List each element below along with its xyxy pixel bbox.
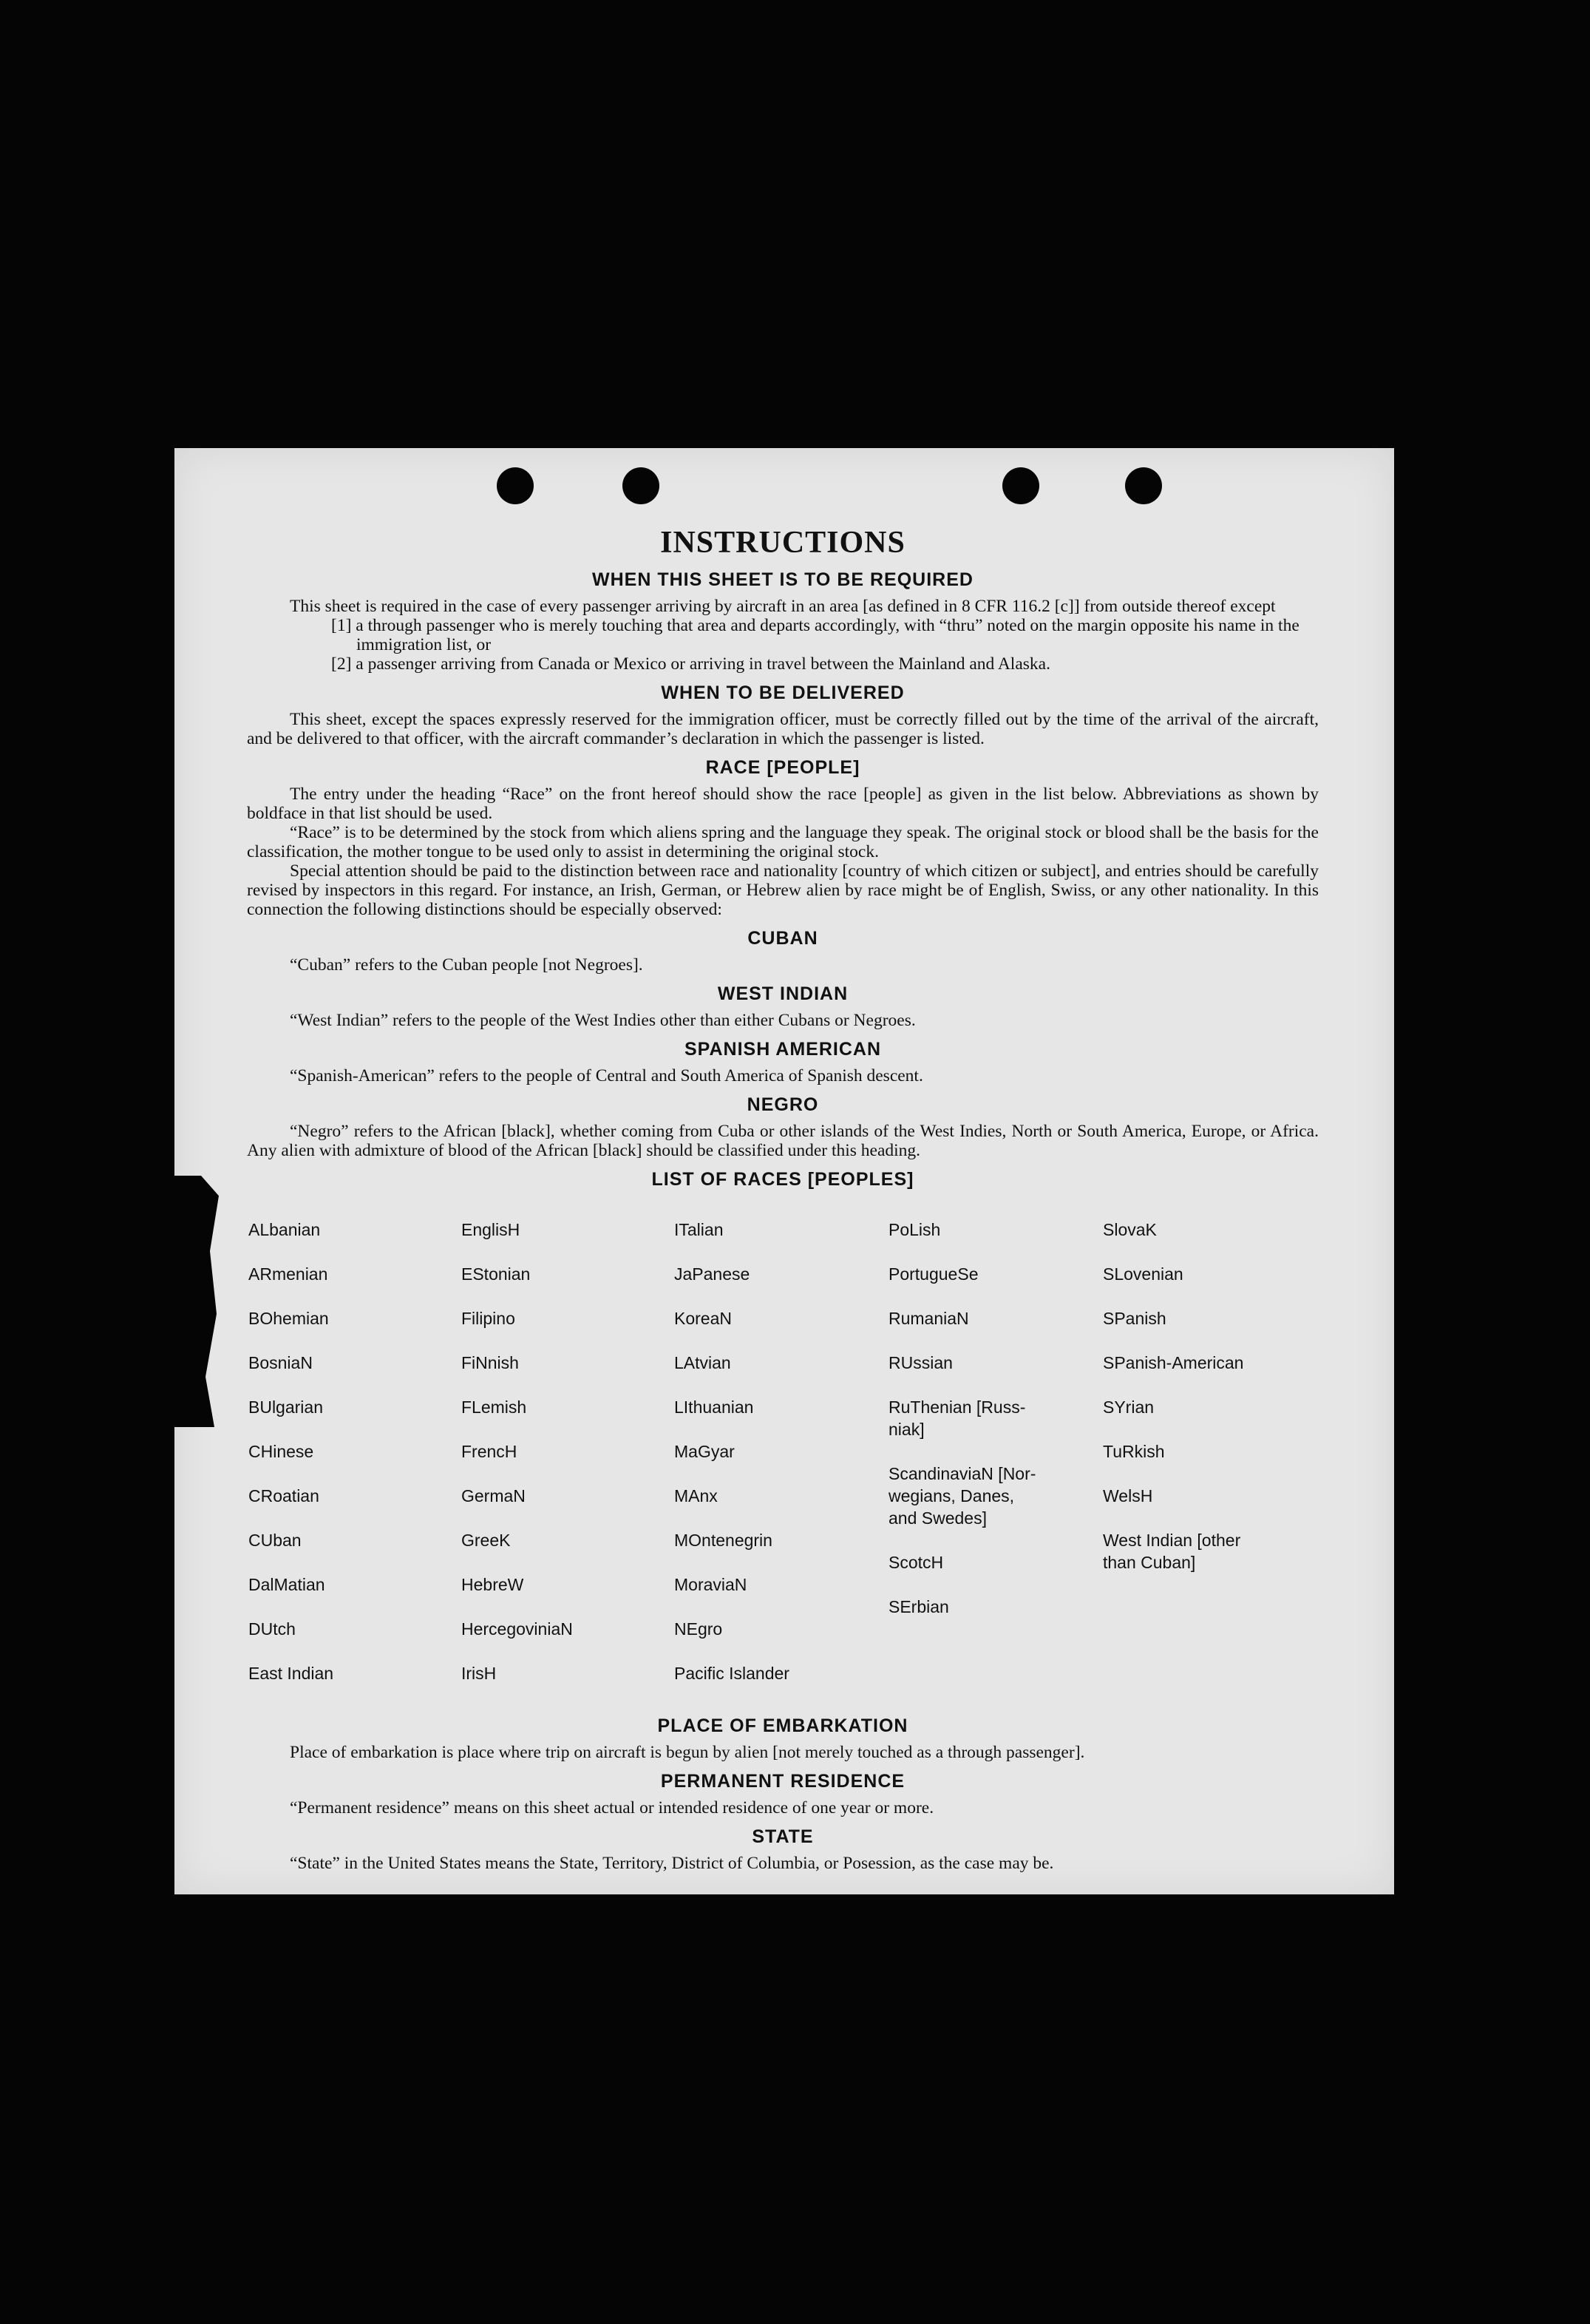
race-item: SYrian <box>1103 1398 1155 1417</box>
race-paragraph-2: “Race” is to be determined by the stock from which aliens spring and the language they speak. The original stock or blood shall be the basis for the classification, the mother tongue to be used only to assist in determining the original stock. <box>247 823 1319 861</box>
race-item: DalMatian <box>248 1575 325 1594</box>
race-item: LIthuanian <box>674 1398 754 1417</box>
race-item: MOntenegrin <box>674 1531 772 1550</box>
race-item: KoreaN <box>674 1309 732 1328</box>
heading-embarkation: PLACE OF EMBARKATION <box>657 1715 908 1736</box>
race-item: FLemish <box>461 1398 527 1417</box>
required-item-1: [1] a through passenger who is merely touching that area and departs accordingly, with “thru” noted on the margin opposite his name in the immigration list, or <box>331 616 1299 654</box>
page-title: INSTRUCTIONS <box>660 526 906 560</box>
delivered-text: This sheet, except the spaces expressly reserved for the immigration officer, must be correctly filled out by the time of the arrival of the aircraft, and be delivered to that officer, with the aircraft commander’s declaration in which the passenger is listed. <box>247 710 1319 748</box>
race-item: SPanish <box>1103 1309 1166 1328</box>
race-item: BOhemian <box>248 1309 329 1328</box>
embarkation-text: Place of embarkation is place where trip on aircraft is begun by alien [not merely touched as a through passenger]. <box>290 1743 1085 1762</box>
race-item: BUlgarian <box>248 1398 323 1417</box>
heading-state: STATE <box>752 1826 814 1847</box>
required-text: This sheet is required in the case of every passenger arriving by aircraft in an area [as defined in 8 CFR 116.2 [c]] from outside thereof except <box>290 597 1276 616</box>
race-item: ARmenian <box>248 1264 328 1284</box>
race-item: ScandinaviaN [Nor- wegians, Danes, and Swedes] <box>889 1464 1036 1528</box>
race-item: Filipino <box>461 1309 515 1328</box>
heading-delivered: WHEN TO BE DELIVERED <box>661 682 905 703</box>
instructions-content <box>247 525 1319 1873</box>
race-item: Pacific Islander <box>674 1664 789 1683</box>
race-paragraph-1: The entry under the heading “Race” on the front hereof should show the race [people] as given in the list below. Abbreviations as shown by boldface in that list should be used. <box>247 785 1319 823</box>
race-item: GreeK <box>461 1531 511 1550</box>
race-item: LAtvian <box>674 1353 731 1372</box>
race-item: SLovenian <box>1103 1264 1183 1284</box>
race-item: SErbian <box>889 1597 949 1616</box>
race-item: HebreW <box>461 1575 524 1594</box>
cuban-text: “Cuban” refers to the Cuban people [not Negroes]. <box>290 955 643 975</box>
document-sheet <box>174 448 1394 1894</box>
required-item-2: [2] a passenger arriving from Canada or Mexico or arriving in travel between the Mainland and Alaska. <box>331 654 1050 674</box>
race-item: ScotcH <box>889 1553 944 1572</box>
race-item: CHinese <box>248 1442 314 1461</box>
race-item: CUban <box>248 1531 302 1550</box>
race-item: SPanish-American <box>1103 1353 1244 1372</box>
races-column-3 <box>674 1196 889 1707</box>
race-item: DUtch <box>248 1619 296 1639</box>
race-item: PortugueSe <box>889 1264 979 1284</box>
heading-races-list: LIST OF RACES [PEOPLES] <box>651 1169 914 1190</box>
race-item: EStonian <box>461 1264 531 1284</box>
spanish-american-text: “Spanish-American” refers to the people of Central and South America of Spanish descent. <box>290 1066 923 1085</box>
race-item: IrisH <box>461 1664 497 1683</box>
punch-hole-1 <box>497 467 534 504</box>
state-text: “State” in the United States means the State, Territory, District of Columbia, or Posession, as the case may be. <box>290 1854 1054 1873</box>
race-item: PoLish <box>889 1220 941 1239</box>
race-item: CRoatian <box>248 1486 319 1505</box>
races-column-1 <box>248 1196 461 1707</box>
punch-hole-3 <box>1002 467 1039 504</box>
race-item: SlovaK <box>1103 1220 1157 1239</box>
race-item: ITalian <box>674 1220 724 1239</box>
race-item: HercegoviniaN <box>461 1619 573 1639</box>
race-item: West Indian [other than Cuban] <box>1103 1531 1241 1572</box>
races-column-2 <box>461 1196 674 1707</box>
race-item: MAnx <box>674 1486 718 1505</box>
heading-required: WHEN THIS SHEET IS TO BE REQUIRED <box>592 569 974 590</box>
race-item: JaPanese <box>674 1264 750 1284</box>
heading-spanish-american: SPANISH AMERICAN <box>684 1039 881 1060</box>
heading-race: RACE [PEOPLE] <box>705 757 860 778</box>
race-item: MaGyar <box>674 1442 735 1461</box>
race-item: MoraviaN <box>674 1575 747 1594</box>
race-item: FiNnish <box>461 1353 519 1372</box>
race-paragraph-3: Special attention should be paid to the distinction between race and nationality [country of which citizen or subject], and entries should be carefully revised by inspectors in this regard. For instance, an Irish, German, or Hebrew alien by race might be of English, Swiss, or any other nationality. In this connection the following distinctions should be especially observed: <box>247 861 1319 919</box>
torn-edge <box>174 1176 219 1427</box>
race-item: EnglisH <box>461 1220 520 1239</box>
races-column-5 <box>1103 1196 1317 1707</box>
heading-residence: PERMANENT RESIDENCE <box>660 1771 906 1792</box>
race-item: NEgro <box>674 1619 723 1639</box>
race-item: ALbanian <box>248 1220 321 1239</box>
race-item: East Indian <box>248 1664 334 1683</box>
heading-west-indian: WEST INDIAN <box>717 983 849 1004</box>
race-item: BosniaN <box>248 1353 313 1372</box>
race-item: WelsH <box>1103 1486 1153 1505</box>
race-item: RuThenian [Russ- niak] <box>889 1398 1026 1439</box>
race-item: TuRkish <box>1103 1442 1165 1461</box>
heading-negro: NEGRO <box>747 1094 819 1115</box>
residence-text: “Permanent residence” means on this sheet actual or intended residence of one year or more. <box>290 1798 934 1817</box>
west-indian-text: “West Indian” refers to the people of the West Indies other than either Cubans or Negroes. <box>290 1011 916 1030</box>
race-item: RumaniaN <box>889 1309 969 1328</box>
races-list <box>248 1196 1319 1707</box>
race-item: GermaN <box>461 1486 526 1505</box>
punch-hole-2 <box>622 467 659 504</box>
races-column-4 <box>889 1196 1103 1707</box>
race-item: FrencH <box>461 1442 517 1461</box>
race-item: RUssian <box>889 1353 953 1372</box>
negro-text: “Negro” refers to the African [black], whether coming from Cuba or other islands of the West Indies, North or South America, Europe, or Africa. Any alien with admixture of blood of the African [black] should be classified under this heading. <box>247 1122 1319 1160</box>
heading-cuban: CUBAN <box>747 928 818 949</box>
punch-hole-4 <box>1125 467 1162 504</box>
